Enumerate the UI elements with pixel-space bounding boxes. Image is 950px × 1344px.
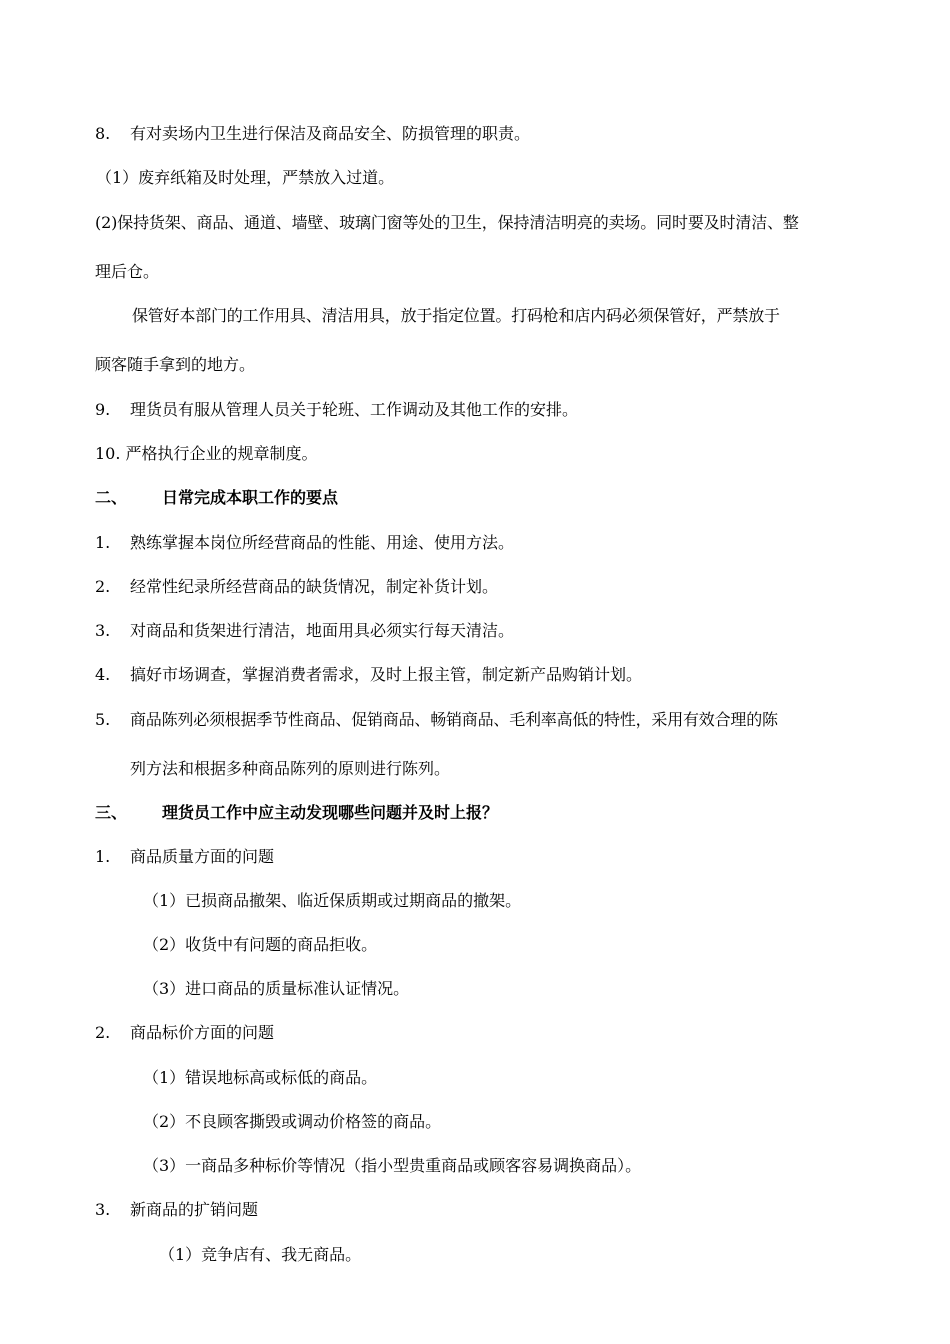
list-number: 2. <box>95 577 111 596</box>
paragraph-text: (2)保持货架、商品、通道、墙壁、玻璃门窗等处的卫生，保持清洁明亮的卖场。同时要及时清洁、整 <box>95 213 799 232</box>
list-item-text: 商品陈列必须根据季节性商品、促销商品、畅销商品、毛利率高低的特性，采用有效合理的陈 <box>130 710 778 729</box>
list-number: 2. <box>95 1023 111 1042</box>
sub-item-text: （2）不良顾客撕毁或调动价格签的商品。 <box>143 1112 442 1131</box>
list-item-text: 经常性纪录所经营商品的缺货情况，制定补货计划。 <box>130 577 499 596</box>
paragraph-text: 保管好本部门的工作用具、清洁用具，放于指定位置。打码枪和店内码必须保管好，严禁放于 <box>132 306 780 325</box>
list-item-text: 10. 严格执行企业的规章制度。 <box>95 444 318 463</box>
sub-item-text: （1）废弃纸箱及时处理，严禁放入过道。 <box>96 168 395 187</box>
list-number: 1. <box>95 533 111 552</box>
list-number: 4. <box>95 665 111 684</box>
section-number: 二、 <box>95 488 128 507</box>
list-item-text: 有对卖场内卫生进行保洁及商品安全、防损管理的职责。 <box>130 124 531 143</box>
list-number: 8. <box>95 124 111 143</box>
sub-item-text: （2）收货中有问题的商品拒收。 <box>143 935 378 954</box>
list-number: 5. <box>95 710 111 729</box>
paragraph-text: 理后仓。 <box>95 262 160 281</box>
list-number: 3. <box>95 1200 111 1219</box>
list-item-text: 新商品的扩销问题 <box>130 1200 259 1219</box>
list-number: 9. <box>95 400 111 419</box>
list-item-text: 对商品和货架进行清洁，地面用具必须实行每天清洁。 <box>130 621 515 640</box>
list-item-text: 熟练掌握本岗位所经营商品的性能、用途、使用方法。 <box>130 533 515 552</box>
sub-item-text: （1）已损商品撤架、临近保质期或过期商品的撤架。 <box>143 891 522 910</box>
section-heading: 日常完成本职工作的要点 <box>162 488 339 507</box>
sub-item-text: （1）错误地标高或标低的商品。 <box>143 1068 378 1087</box>
list-item-text: 理货员有服从管理人员关于轮班、工作调动及其他工作的安排。 <box>130 400 579 419</box>
sub-item-text: （3）一商品多种标价等情况（指小型贵重商品或顾客容易调换商品）。 <box>143 1156 642 1175</box>
section-heading: 理货员工作中应主动发现哪些问题并及时上报？ <box>162 803 499 822</box>
list-number: 1. <box>95 847 111 866</box>
sub-item-text: （3）进口商品的质量标准认证情况。 <box>143 979 410 998</box>
section-number: 三、 <box>95 803 128 822</box>
list-item-text: 搞好市场调查，掌握消费者需求，及时上报主管，制定新产品购销计划。 <box>130 665 643 684</box>
list-item-text: 商品质量方面的问题 <box>130 847 275 866</box>
list-number: 3. <box>95 621 111 640</box>
sub-item-text: （1）竞争店有、我无商品。 <box>159 1245 362 1264</box>
list-item-text: 商品标价方面的问题 <box>130 1023 275 1042</box>
paragraph-text: 顾客随手拿到的地方。 <box>95 355 256 374</box>
list-item-text: 列方法和根据多种商品陈列的原则进行陈列。 <box>130 759 451 778</box>
